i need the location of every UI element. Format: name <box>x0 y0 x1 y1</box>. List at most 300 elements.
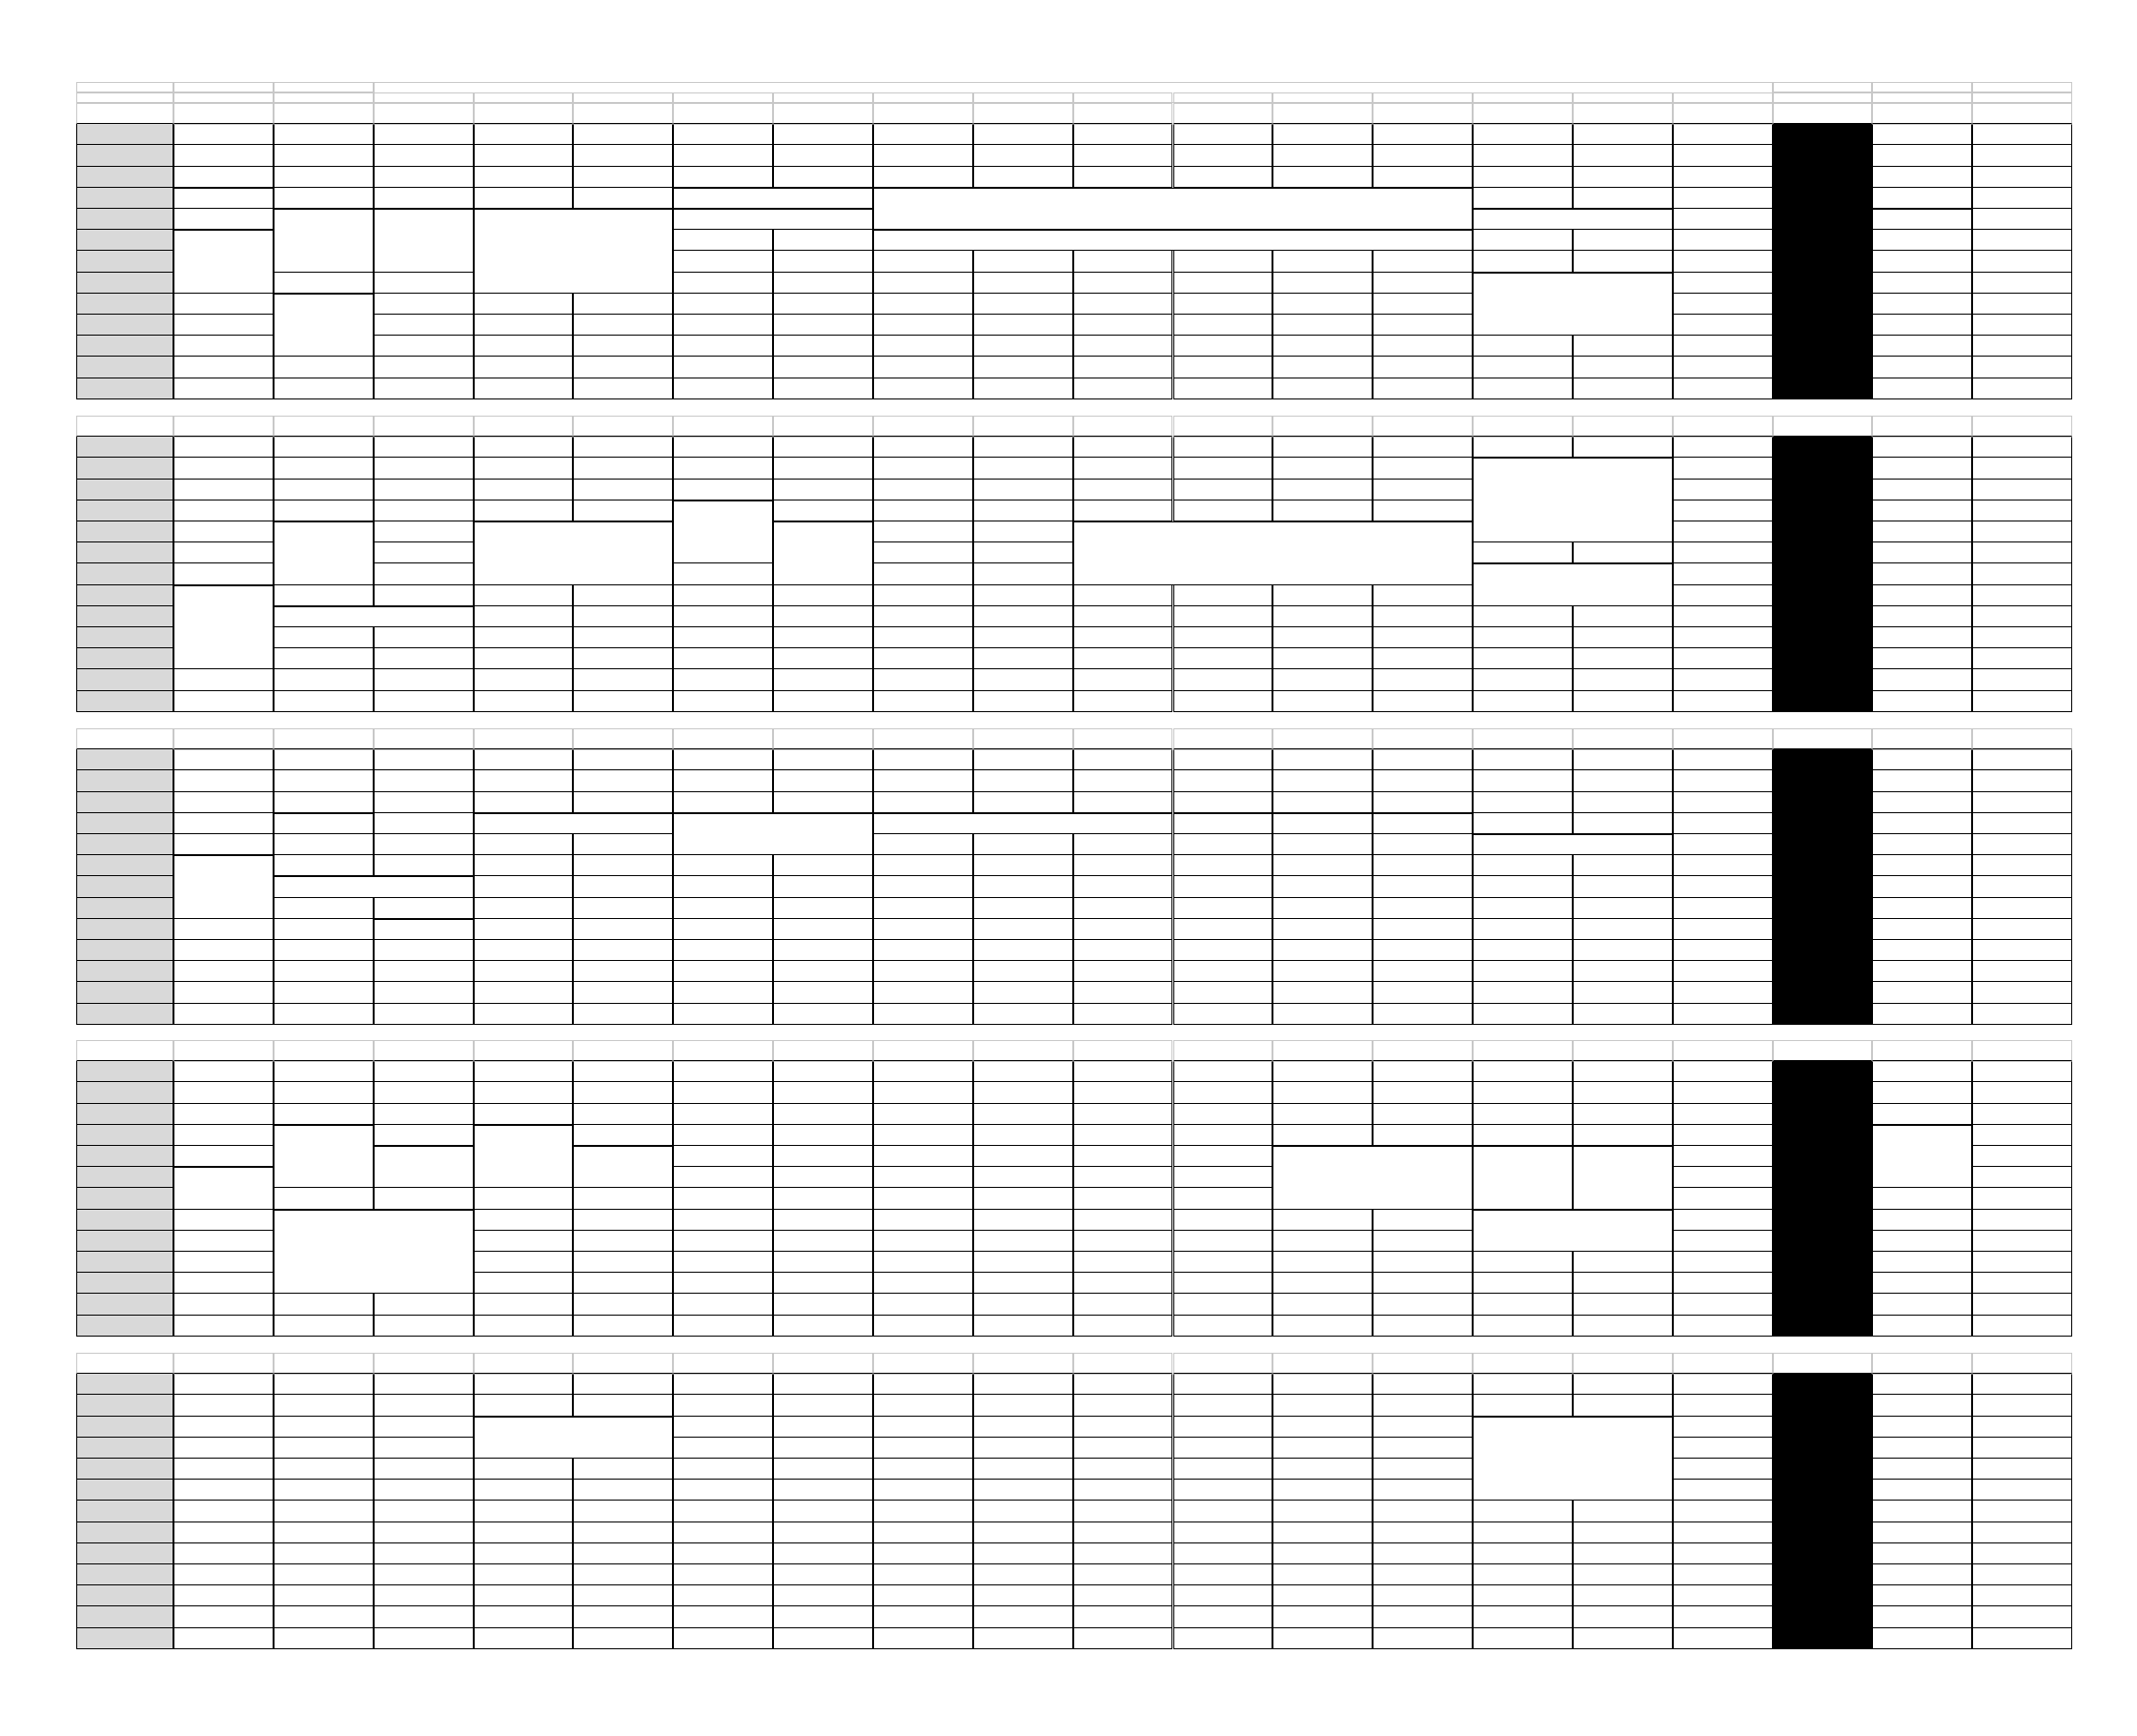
booking-cell[interactable] <box>673 500 773 564</box>
slot-cell[interactable] <box>474 669 574 690</box>
slot-cell[interactable] <box>573 1585 673 1606</box>
slot-cell[interactable] <box>973 273 1073 294</box>
slot-cell[interactable] <box>1473 1294 1573 1315</box>
slot-cell[interactable] <box>1673 145 1773 166</box>
slot-cell[interactable] <box>773 691 873 712</box>
slot-cell[interactable] <box>973 1395 1073 1416</box>
slot-cell[interactable] <box>374 480 474 500</box>
slot-cell[interactable] <box>1673 1395 1773 1416</box>
slot-cell[interactable] <box>1173 691 1273 712</box>
slot-cell[interactable] <box>1473 1564 1573 1585</box>
slot-cell[interactable] <box>973 458 1073 479</box>
slot-cell[interactable] <box>1673 357 1773 378</box>
slot-cell[interactable] <box>573 336 673 357</box>
booking-cell[interactable] <box>873 188 1473 230</box>
slot-cell[interactable] <box>573 1294 673 1315</box>
slot-cell[interactable] <box>1173 315 1273 336</box>
slot-cell[interactable] <box>573 1104 673 1125</box>
slot-cell[interactable] <box>173 294 274 315</box>
slot-cell[interactable] <box>573 834 673 855</box>
slot-cell[interactable] <box>1872 606 1972 627</box>
slot-cell[interactable] <box>1573 1125 1673 1146</box>
slot-cell[interactable] <box>1073 1606 1173 1627</box>
slot-cell[interactable] <box>1272 1004 1373 1025</box>
slot-cell[interactable] <box>973 1167 1073 1188</box>
slot-cell[interactable] <box>374 648 474 669</box>
slot-cell[interactable] <box>1272 1294 1373 1315</box>
slot-cell[interactable] <box>1573 855 1673 876</box>
slot-cell[interactable] <box>173 1146 274 1167</box>
slot-cell[interactable] <box>973 1125 1073 1146</box>
slot-cell[interactable] <box>274 585 374 606</box>
slot-cell[interactable] <box>1073 648 1173 669</box>
slot-cell[interactable] <box>873 1004 973 1025</box>
slot-cell[interactable] <box>173 1125 274 1146</box>
slot-cell[interactable] <box>773 1188 873 1209</box>
slot-cell[interactable] <box>873 898 973 919</box>
slot-cell[interactable] <box>274 1104 374 1125</box>
slot-cell[interactable] <box>973 669 1073 690</box>
slot-cell[interactable] <box>1272 1273 1373 1294</box>
slot-cell[interactable] <box>173 1606 274 1627</box>
slot-cell[interactable] <box>173 542 274 563</box>
slot-cell[interactable] <box>173 1395 274 1416</box>
slot-cell[interactable] <box>1272 855 1373 876</box>
slot-cell[interactable] <box>773 1522 873 1543</box>
slot-cell[interactable] <box>773 480 873 500</box>
slot-cell[interactable] <box>973 1564 1073 1585</box>
slot-cell[interactable] <box>374 855 474 876</box>
slot-cell[interactable] <box>573 378 673 399</box>
slot-cell[interactable] <box>973 1188 1073 1209</box>
slot-cell[interactable] <box>1573 770 1673 791</box>
slot-cell[interactable] <box>773 1417 873 1438</box>
slot-cell[interactable] <box>1073 167 1173 188</box>
slot-cell[interactable] <box>973 1294 1073 1315</box>
slot-cell[interactable] <box>1872 919 1972 940</box>
slot-cell[interactable] <box>973 521 1073 542</box>
slot-cell[interactable] <box>973 1104 1073 1125</box>
slot-cell[interactable] <box>1073 691 1173 712</box>
slot-cell[interactable] <box>274 167 374 188</box>
slot-cell[interactable] <box>374 813 474 834</box>
slot-cell[interactable] <box>374 1501 474 1522</box>
slot-cell[interactable] <box>973 542 1073 563</box>
slot-cell[interactable] <box>1573 940 1673 961</box>
slot-cell[interactable] <box>1872 585 1972 606</box>
slot-cell[interactable] <box>1073 500 1173 521</box>
slot-cell[interactable] <box>1173 940 1273 961</box>
slot-cell[interactable] <box>173 1585 274 1606</box>
booking-cell[interactable] <box>374 919 474 940</box>
slot-cell[interactable] <box>973 1501 1073 1522</box>
slot-cell[interactable] <box>1972 1564 2072 1585</box>
booking-cell[interactable] <box>573 1146 673 1188</box>
slot-cell[interactable] <box>873 1252 973 1273</box>
slot-cell[interactable] <box>1972 1188 2072 1209</box>
slot-cell[interactable] <box>1573 669 1673 690</box>
slot-cell[interactable] <box>773 982 873 1003</box>
slot-cell[interactable] <box>1972 542 2072 563</box>
slot-cell[interactable] <box>573 855 673 876</box>
slot-cell[interactable] <box>1972 1252 2072 1273</box>
slot-cell[interactable] <box>773 1082 873 1103</box>
slot-cell[interactable] <box>873 691 973 712</box>
slot-cell[interactable] <box>773 294 873 315</box>
slot-cell[interactable] <box>1373 458 1473 479</box>
slot-cell[interactable] <box>173 521 274 542</box>
slot-cell[interactable] <box>1073 1210 1173 1231</box>
booking-cell[interactable] <box>274 209 374 273</box>
slot-cell[interactable] <box>1573 336 1673 357</box>
slot-cell[interactable] <box>673 691 773 712</box>
slot-cell[interactable] <box>1373 834 1473 855</box>
slot-cell[interactable] <box>1272 1459 1373 1480</box>
slot-cell[interactable] <box>973 1210 1073 1231</box>
slot-cell[interactable] <box>1872 1564 1972 1585</box>
slot-cell[interactable] <box>173 1417 274 1438</box>
slot-cell[interactable] <box>173 1480 274 1501</box>
slot-cell[interactable] <box>1373 770 1473 791</box>
booking-cell[interactable] <box>374 209 474 273</box>
slot-cell[interactable] <box>1473 1252 1573 1273</box>
booking-cell[interactable] <box>773 521 873 585</box>
slot-cell[interactable] <box>274 919 374 940</box>
slot-cell[interactable] <box>1373 378 1473 399</box>
slot-cell[interactable] <box>1972 1004 2072 1025</box>
slot-cell[interactable] <box>773 1210 873 1231</box>
slot-cell[interactable] <box>1573 1501 1673 1522</box>
slot-cell[interactable] <box>673 1210 773 1231</box>
slot-cell[interactable] <box>673 1188 773 1209</box>
slot-cell[interactable] <box>873 521 973 542</box>
slot-cell[interactable] <box>673 315 773 336</box>
slot-cell[interactable] <box>1673 378 1773 399</box>
slot-cell[interactable] <box>1872 1294 1972 1315</box>
slot-cell[interactable] <box>474 876 574 897</box>
slot-cell[interactable] <box>173 315 274 336</box>
slot-cell[interactable] <box>673 792 773 813</box>
slot-cell[interactable] <box>1972 834 2072 855</box>
slot-cell[interactable] <box>1972 230 2072 251</box>
booking-cell[interactable] <box>474 209 674 294</box>
booking-cell[interactable] <box>274 813 374 834</box>
slot-cell[interactable] <box>1573 188 1673 209</box>
slot-cell[interactable] <box>773 627 873 648</box>
slot-cell[interactable] <box>1872 1004 1972 1025</box>
slot-cell[interactable] <box>1173 876 1273 897</box>
slot-cell[interactable] <box>1073 919 1173 940</box>
slot-cell[interactable] <box>474 770 574 791</box>
slot-cell[interactable] <box>573 1459 673 1480</box>
slot-cell[interactable] <box>1373 315 1473 336</box>
slot-cell[interactable] <box>1272 294 1373 315</box>
slot-cell[interactable] <box>673 378 773 399</box>
booking-cell[interactable] <box>173 230 274 294</box>
slot-cell[interactable] <box>173 1438 274 1459</box>
slot-cell[interactable] <box>1573 167 1673 188</box>
booking-cell[interactable] <box>1272 813 1373 834</box>
slot-cell[interactable] <box>1272 500 1373 521</box>
slot-cell[interactable] <box>1673 1316 1773 1337</box>
slot-cell[interactable] <box>374 1522 474 1543</box>
slot-cell[interactable] <box>274 357 374 378</box>
booking-cell[interactable] <box>873 813 1173 834</box>
slot-cell[interactable] <box>1872 982 1972 1003</box>
slot-cell[interactable] <box>673 1501 773 1522</box>
slot-cell[interactable] <box>1073 1501 1173 1522</box>
slot-cell[interactable] <box>1473 961 1573 982</box>
slot-cell[interactable] <box>1173 1273 1273 1294</box>
slot-cell[interactable] <box>1972 294 2072 315</box>
slot-cell[interactable] <box>1073 251 1173 272</box>
slot-cell[interactable] <box>474 315 574 336</box>
slot-cell[interactable] <box>873 357 973 378</box>
slot-cell[interactable] <box>1673 521 1773 542</box>
slot-cell[interactable] <box>1173 770 1273 791</box>
slot-cell[interactable] <box>173 480 274 500</box>
slot-cell[interactable] <box>673 961 773 982</box>
slot-cell[interactable] <box>1073 1082 1173 1103</box>
slot-cell[interactable] <box>374 315 474 336</box>
slot-cell[interactable] <box>673 563 773 584</box>
slot-cell[interactable] <box>1673 1125 1773 1146</box>
slot-cell[interactable] <box>1272 1395 1373 1416</box>
slot-cell[interactable] <box>1872 1585 1972 1606</box>
slot-cell[interactable] <box>873 648 973 669</box>
slot-cell[interactable] <box>1972 1167 2072 1188</box>
slot-cell[interactable] <box>1872 521 1972 542</box>
slot-cell[interactable] <box>873 669 973 690</box>
slot-cell[interactable] <box>474 357 574 378</box>
slot-cell[interactable] <box>573 898 673 919</box>
slot-cell[interactable] <box>1173 1585 1273 1606</box>
slot-cell[interactable] <box>474 792 574 813</box>
slot-cell[interactable] <box>1173 1438 1273 1459</box>
slot-cell[interactable] <box>1872 458 1972 479</box>
slot-cell[interactable] <box>773 648 873 669</box>
slot-cell[interactable] <box>474 961 574 982</box>
slot-cell[interactable] <box>1573 1082 1673 1103</box>
slot-cell[interactable] <box>873 1210 973 1231</box>
slot-cell[interactable] <box>673 1082 773 1103</box>
slot-cell[interactable] <box>1872 1438 1972 1459</box>
slot-cell[interactable] <box>1373 1459 1473 1480</box>
slot-cell[interactable] <box>1173 1125 1273 1146</box>
booking-cell[interactable] <box>1473 1210 1673 1252</box>
slot-cell[interactable] <box>1473 898 1573 919</box>
slot-cell[interactable] <box>1373 1480 1473 1501</box>
slot-cell[interactable] <box>573 627 673 648</box>
slot-cell[interactable] <box>1473 691 1573 712</box>
slot-cell[interactable] <box>1673 500 1773 521</box>
slot-cell[interactable] <box>673 273 773 294</box>
slot-cell[interactable] <box>173 209 274 230</box>
booking-cell[interactable] <box>1473 1146 1573 1210</box>
slot-cell[interactable] <box>274 500 374 521</box>
slot-cell[interactable] <box>673 167 773 188</box>
slot-cell[interactable] <box>274 1543 374 1564</box>
slot-cell[interactable] <box>1872 251 1972 272</box>
slot-cell[interactable] <box>873 315 973 336</box>
slot-cell[interactable] <box>474 1210 574 1231</box>
slot-cell[interactable] <box>1173 961 1273 982</box>
slot-cell[interactable] <box>173 1459 274 1480</box>
slot-cell[interactable] <box>873 1522 973 1543</box>
slot-cell[interactable] <box>1073 294 1173 315</box>
booking-cell[interactable] <box>1373 813 1473 834</box>
slot-cell[interactable] <box>474 648 574 669</box>
slot-cell[interactable] <box>1673 919 1773 940</box>
slot-cell[interactable] <box>1473 813 1573 834</box>
slot-cell[interactable] <box>673 357 773 378</box>
slot-cell[interactable] <box>1073 770 1173 791</box>
slot-cell[interactable] <box>573 1543 673 1564</box>
slot-cell[interactable] <box>673 1543 773 1564</box>
slot-cell[interactable] <box>673 1606 773 1627</box>
slot-cell[interactable] <box>173 357 274 378</box>
slot-cell[interactable] <box>1073 336 1173 357</box>
booking-cell[interactable] <box>274 1125 374 1189</box>
slot-cell[interactable] <box>873 1585 973 1606</box>
slot-cell[interactable] <box>1173 606 1273 627</box>
slot-cell[interactable] <box>1573 919 1673 940</box>
slot-cell[interactable] <box>873 982 973 1003</box>
slot-cell[interactable] <box>773 230 873 251</box>
slot-cell[interactable] <box>1272 480 1373 500</box>
slot-cell[interactable] <box>1673 648 1773 669</box>
slot-cell[interactable] <box>173 792 274 813</box>
slot-cell[interactable] <box>1872 500 1972 521</box>
slot-cell[interactable] <box>1373 145 1473 166</box>
booking-cell[interactable] <box>1473 273 1673 337</box>
slot-cell[interactable] <box>1573 982 1673 1003</box>
slot-cell[interactable] <box>1173 1395 1273 1416</box>
slot-cell[interactable] <box>1272 1125 1373 1146</box>
slot-cell[interactable] <box>573 480 673 500</box>
slot-cell[interactable] <box>374 770 474 791</box>
booking-cell[interactable] <box>1872 1125 1972 1189</box>
slot-cell[interactable] <box>1972 145 2072 166</box>
slot-cell[interactable] <box>1673 1004 1773 1025</box>
slot-cell[interactable] <box>1073 585 1173 606</box>
slot-cell[interactable] <box>173 1252 274 1273</box>
slot-cell[interactable] <box>1872 1628 1972 1649</box>
slot-cell[interactable] <box>474 940 574 961</box>
slot-cell[interactable] <box>1272 1104 1373 1125</box>
slot-cell[interactable] <box>573 294 673 315</box>
slot-cell[interactable] <box>1173 1082 1273 1103</box>
slot-cell[interactable] <box>573 500 673 521</box>
slot-cell[interactable] <box>873 1273 973 1294</box>
slot-cell[interactable] <box>1673 585 1773 606</box>
slot-cell[interactable] <box>1673 209 1773 230</box>
booking-cell[interactable] <box>374 1146 474 1188</box>
slot-cell[interactable] <box>1373 1231 1473 1252</box>
slot-cell[interactable] <box>773 1501 873 1522</box>
slot-cell[interactable] <box>1573 961 1673 982</box>
slot-cell[interactable] <box>1473 1522 1573 1543</box>
slot-cell[interactable] <box>1272 1082 1373 1103</box>
slot-cell[interactable] <box>1972 1210 2072 1231</box>
slot-cell[interactable] <box>1473 982 1573 1003</box>
slot-cell[interactable] <box>1473 357 1573 378</box>
slot-cell[interactable] <box>573 1082 673 1103</box>
slot-cell[interactable] <box>173 669 274 690</box>
slot-cell[interactable] <box>973 145 1073 166</box>
slot-cell[interactable] <box>1972 1480 2072 1501</box>
booking-cell[interactable] <box>873 230 1473 251</box>
slot-cell[interactable] <box>1473 1004 1573 1025</box>
slot-cell[interactable] <box>1373 1628 1473 1649</box>
slot-cell[interactable] <box>1673 1459 1773 1480</box>
slot-cell[interactable] <box>1373 1125 1473 1146</box>
slot-cell[interactable] <box>1972 876 2072 897</box>
slot-cell[interactable] <box>873 1417 973 1438</box>
slot-cell[interactable] <box>474 919 574 940</box>
slot-cell[interactable] <box>1373 1564 1473 1585</box>
slot-cell[interactable] <box>973 1606 1073 1627</box>
slot-cell[interactable] <box>1373 273 1473 294</box>
slot-cell[interactable] <box>1872 792 1972 813</box>
slot-cell[interactable] <box>474 1501 574 1522</box>
slot-cell[interactable] <box>1272 876 1373 897</box>
slot-cell[interactable] <box>474 1543 574 1564</box>
slot-cell[interactable] <box>1473 378 1573 399</box>
slot-cell[interactable] <box>773 1459 873 1480</box>
slot-cell[interactable] <box>773 898 873 919</box>
slot-cell[interactable] <box>1073 898 1173 919</box>
slot-cell[interactable] <box>1972 982 2072 1003</box>
slot-cell[interactable] <box>1872 542 1972 563</box>
slot-cell[interactable] <box>173 458 274 479</box>
slot-cell[interactable] <box>173 1543 274 1564</box>
slot-cell[interactable] <box>1173 1167 1273 1188</box>
slot-cell[interactable] <box>1972 458 2072 479</box>
slot-cell[interactable] <box>374 1543 474 1564</box>
slot-cell[interactable] <box>1972 1125 2072 1146</box>
slot-cell[interactable] <box>673 1125 773 1146</box>
slot-cell[interactable] <box>1373 1273 1473 1294</box>
slot-cell[interactable] <box>1073 876 1173 897</box>
slot-cell[interactable] <box>1673 1082 1773 1103</box>
slot-cell[interactable] <box>1872 834 1972 855</box>
slot-cell[interactable] <box>173 1210 274 1231</box>
slot-cell[interactable] <box>1373 1522 1473 1543</box>
slot-cell[interactable] <box>1272 336 1373 357</box>
slot-cell[interactable] <box>474 294 574 315</box>
slot-cell[interactable] <box>873 1167 973 1188</box>
slot-cell[interactable] <box>374 940 474 961</box>
slot-cell[interactable] <box>573 876 673 897</box>
slot-cell[interactable] <box>673 145 773 166</box>
slot-cell[interactable] <box>573 1273 673 1294</box>
slot-cell[interactable] <box>1272 1543 1373 1564</box>
slot-cell[interactable] <box>1173 1104 1273 1125</box>
slot-cell[interactable] <box>673 855 773 876</box>
slot-cell[interactable] <box>1272 1316 1373 1337</box>
slot-cell[interactable] <box>973 834 1073 855</box>
slot-cell[interactable] <box>773 876 873 897</box>
booking-cell[interactable] <box>1473 834 1673 855</box>
slot-cell[interactable] <box>573 669 673 690</box>
slot-cell[interactable] <box>1573 1395 1673 1416</box>
booking-cell[interactable] <box>474 813 674 834</box>
slot-cell[interactable] <box>1272 940 1373 961</box>
slot-cell[interactable] <box>1073 792 1173 813</box>
slot-cell[interactable] <box>1272 145 1373 166</box>
slot-cell[interactable] <box>773 458 873 479</box>
